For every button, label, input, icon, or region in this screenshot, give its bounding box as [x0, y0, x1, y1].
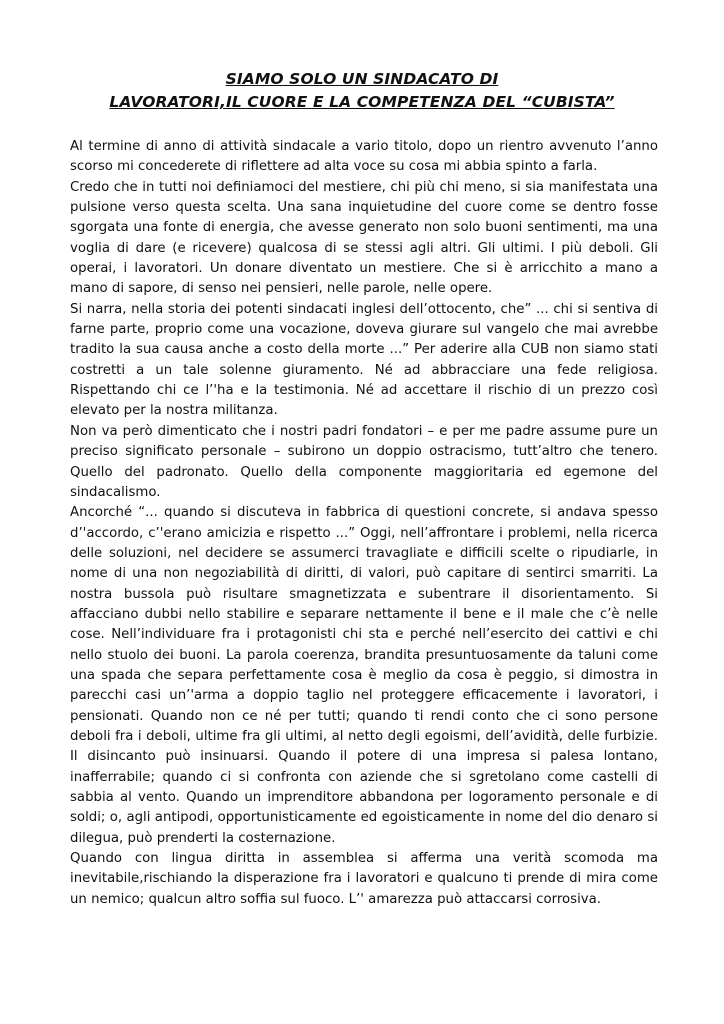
paragraph: Ancorché “... quando si discuteva in fabbrica di questioni concrete, si andava spesso d’'accordo, c’'erano amicizia e rispetto ...” Oggi, nell’affrontare i problemi, nella ricerca delle soluzioni, nel decidere se assumerci travagliate e difficili scelte o ripudiarle, in nome di una non negoziabilità di diritti, di valori, può capitare di sentirci smarriti. La nostra bussola può risultare smagnetizzata e subentrare il disorientamento. Si affacciano dubbi nello stabilire e separare nettamente il bene e il male che c’è nelle cose. Nell’individuare fra i protagonisti chi sta e perché nell’esercito dei cattivi e chi nello stuolo dei buoni. La parola coerenza, brandita presuntuosamente da taluni come una spada che separa perfettamente cosa è meglio da cosa è peggio, si dimostra in parecchi casi un’'arma a doppio taglio nel proteggere efficacemente i lavoratori, i pensionati. Quando non ce né per tutti; quando ti rendi conto che ci sono persone deboli fra i deboli, ultime fra gli ultimi, al netto degli egoismi, dell’avidità, delle furbizie. Il disincanto può insinuarsi. Quando il potere di una impresa si palesa lontano, inafferrabile; quando ci si confronta con aziende che si sgretolano come castelli di sabbia al vento. Quando un imprenditore abbandona per logoramento personale e di soldi; o, agli antipodi, opportunisticamente ed egoisticamente in nome del dio denaro si dilegua, può prenderti la costernazione. — [70, 505, 658, 846]
paragraph: Credo che in tutti noi definiamoci del mestiere, chi più chi meno, si sia manifestata una pulsione verso questa scelta. Una sana inquietudine del cuore come se dentro fosse sgorgata una fonte di energia, che avesse generato non solo buoni sentimenti, ma una voglia di dare (e ricevere) qualcosa di se stessi agli altri. Gli ultimi. I più deboli. Gli operai, i lavoratori. Un donare diventato un mestiere. Che si è arricchito a mano a mano di sapore, di senso nei pensieri, nelle parole, nelle opere. — [70, 179, 658, 297]
paragraph: Si narra, nella storia dei potenti sindacati inglesi dell’ottocento, che” ... chi si sentiva di farne parte, proprio come una vocazione, doveva giurare sul vangelo che mai avrebbe tradito la sua causa anche a costo della morte ...” Per aderire alla CUB non siamo stati costretti a un tale solenne giuramento. Né ad abbracciare una fede religiosa. Rispettando chi ce l’'ha e la testimonia. Né ad accettare il rischio di un prezzo così elevato per la nostra militanza. — [70, 301, 658, 419]
body-text — [70, 137, 658, 910]
title-line-1: SIAMO SOLO UN SINDACATO DI — [225, 70, 499, 88]
title-line-2: LAVORATORI,IL CUORE E LA COMPETENZA DEL “CUBISTA” — [109, 93, 615, 111]
paragraph: Quando con lingua diritta in assemblea si afferma una verità scomoda ma inevitabile,rischiando la disperazione fra i lavoratori e qualcuno ti prende di mira come un nemico; qualcun altro soffia sul fuoco. L’' amarezza può attaccarsi corrosiva. — [70, 851, 658, 907]
page-title — [60, 68, 664, 114]
paragraph: Al termine di anno di attività sindacale a vario titolo, dopo un rientro avvenuto l’anno scorso mi concederete di riflettere ad alta voce su cosa mi abbia spinto a farla. — [70, 139, 658, 175]
paragraph: Non va però dimenticato che i nostri padri fondatori – e per me padre assume pure un preciso significato personale – subirono un doppio ostracismo, tutt’altro che tenero. Quello del padronato. Quello della componente maggioritaria ed egemone del sindacalismo. — [70, 423, 658, 500]
